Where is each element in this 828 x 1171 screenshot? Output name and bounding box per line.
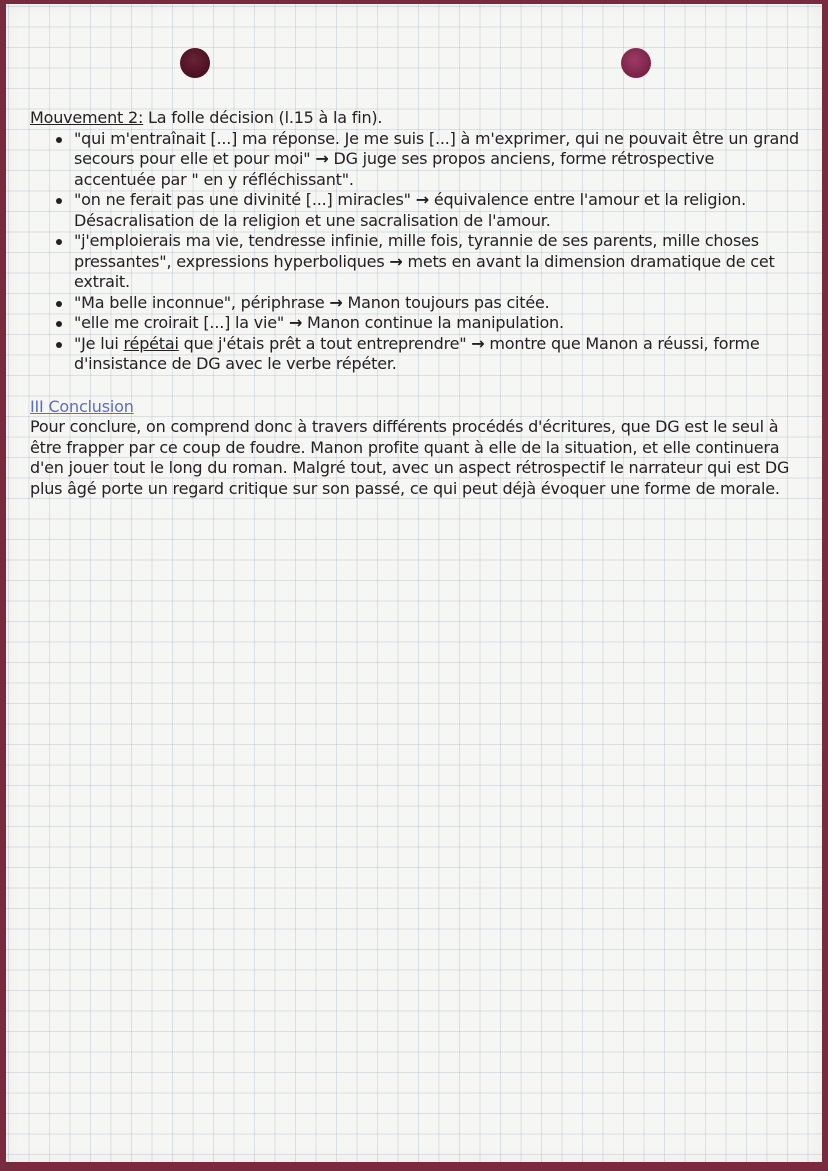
list-item xyxy=(30,190,800,231)
bullet-quote: "on ne ferait pas une divinité [...] miracles" xyxy=(74,190,416,209)
bullet-analysis: Manon continue la manipulation. xyxy=(302,313,564,332)
list-item xyxy=(30,129,800,191)
bullet-quote: "qui m'entraînait [...] ma réponse. Je me suis [...] à m'exprimer, qui ne pouvait être un grand secours pour elle et pour moi" xyxy=(74,128,799,168)
movement2-heading xyxy=(30,108,800,129)
arrow-icon: → xyxy=(329,292,343,312)
arrow-icon: → xyxy=(315,149,329,168)
arrow-icon: → xyxy=(288,313,303,332)
movement2-heading-text: La folle décision (l.15 à la fin). xyxy=(143,108,383,127)
notebook-page xyxy=(6,4,822,1162)
bullet-analysis: équivalence entre l'amour et la religion. Désacralisation de la religion et une sacralisation de l'amour. xyxy=(74,190,746,230)
bullet-analysis: DG juge ses propos anciens, forme rétrospective accentuée par " en y réfléchissant". xyxy=(74,149,715,189)
conclusion-paragraph: Pour conclure, on comprend donc à travers différents procédés d'écritures, que DG est le seul à être frapper par ce coup de foudre. Manon profite quant à elle de la situation, et elle continuera d'en jouer tout le long du roman. Malgré tout, avec un aspect rétrospectif le narrateur qui est DG plus âgé porte un regard critique sur son passé, ce qui peut déjà évoquer une forme de morale. xyxy=(30,417,790,498)
movement2-heading-label: Mouvement 2: xyxy=(30,108,144,127)
bullet-analysis: mets en avant la dimension dramatique de cet extrait. xyxy=(74,251,775,291)
punch-hole-left xyxy=(180,48,210,78)
bullet-quote-end: que j'étais prêt a tout entreprendre" xyxy=(178,333,472,353)
list-item xyxy=(30,293,800,314)
list-item xyxy=(30,231,800,293)
underlined-word: répétai xyxy=(123,333,179,353)
arrow-icon: → xyxy=(389,251,403,271)
notes-content xyxy=(30,108,800,499)
arrow-icon: → xyxy=(415,190,429,209)
list-item xyxy=(30,313,800,334)
movement2-bullet-list xyxy=(30,129,800,375)
bullet-quote: "Ma belle inconnue", périphrase xyxy=(74,292,330,312)
bullet-analysis: Manon toujours pas citée. xyxy=(342,292,550,312)
conclusion-heading: III Conclusion xyxy=(30,396,134,416)
list-item xyxy=(30,334,800,375)
punch-hole-right xyxy=(621,48,651,78)
arrow-icon: → xyxy=(471,333,485,353)
bullet-quote: "j'emploierais ma vie, tendresse infinie, mille fois, tyrannie de ses parents, mille choses pressantes", expressions hyperboliques xyxy=(74,231,759,271)
bullet-analysis: montre que Manon a réussi, forme d'insistance de DG avec le verbe répéter. xyxy=(74,333,760,373)
bullet-quote: "Je lui xyxy=(74,333,124,353)
bullet-quote: "elle me croirait [...] la vie" xyxy=(74,313,289,332)
